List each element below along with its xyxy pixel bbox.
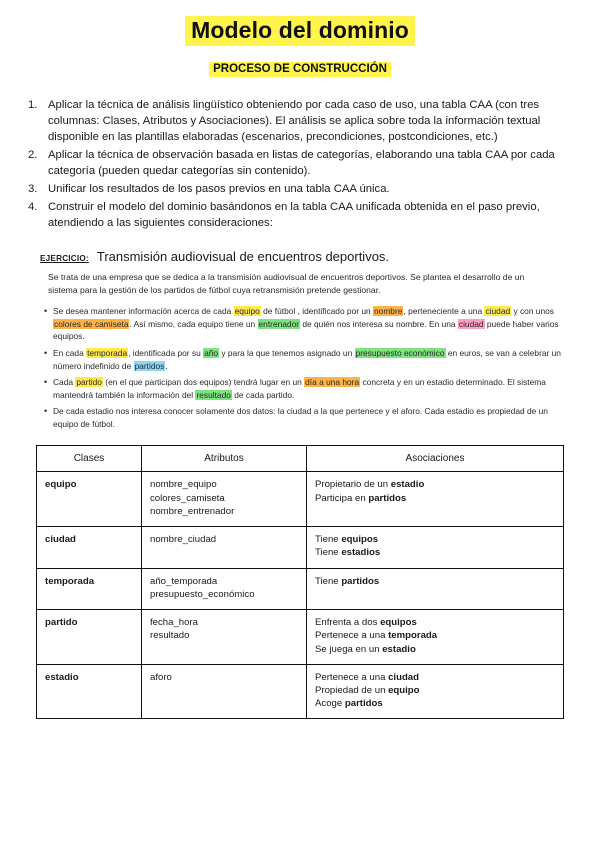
table-header-row xyxy=(37,445,564,472)
column-header-atributos: Atributos xyxy=(142,445,307,472)
cell-atributos xyxy=(142,472,307,527)
step-text: Aplicar la técnica de análisis lingüístico obteniendo por cada caso de uso, una tabla CAA (con tres columnas: Clases, Atributos y Asociaciones). El análisis se aplica sobre toda la información textual disponible en las plantillas elaboradas (escenarios, precondiciones, postcondiciones, etc.) xyxy=(48,99,541,144)
steps-list xyxy=(28,97,572,231)
plain-text: de cada partido. xyxy=(231,389,295,400)
cell-asociaciones xyxy=(307,664,564,719)
exercise-title: Transmisión audiovisual de encuentros deportivos. xyxy=(96,249,390,265)
plain-text: puede haber varios equipos. xyxy=(53,318,559,342)
list-item xyxy=(28,147,572,179)
attribute-item: colores_camiseta xyxy=(150,492,225,504)
bullet-text xyxy=(53,376,562,401)
step-number: 1. xyxy=(28,99,38,111)
attribute-item: presupuesto_económico xyxy=(150,588,255,600)
bullet-dot-icon: • xyxy=(44,406,48,417)
association-target: temporada xyxy=(388,630,438,642)
highlighted-term: resultado xyxy=(196,389,231,400)
plain-text: y para la que tenemos asignado un xyxy=(219,347,355,358)
plain-text: de quién nos interesa su nombre. En una xyxy=(300,318,458,329)
cell-clase: partido xyxy=(37,610,142,665)
table-row xyxy=(37,472,564,527)
list-item xyxy=(28,199,572,231)
cell-asociaciones xyxy=(307,610,564,665)
highlighted-term: entrenador xyxy=(258,318,300,329)
bullet-dot-icon: • xyxy=(44,347,48,358)
association-item xyxy=(315,478,555,491)
highlighted-term: partidos xyxy=(134,360,165,371)
association-target: estadio xyxy=(382,643,416,655)
cell-atributos xyxy=(142,664,307,719)
bullet-text xyxy=(53,347,562,372)
table-head xyxy=(37,445,564,472)
exercise-label: EJERCICIO: xyxy=(40,254,89,264)
cell-asociaciones xyxy=(307,568,564,609)
highlighted-term: nombre xyxy=(374,306,403,317)
association-target: estadios xyxy=(341,547,381,559)
table-row xyxy=(37,664,564,719)
table-row xyxy=(37,527,564,568)
highlighted-term: presupuesto económico xyxy=(355,347,445,358)
highlighted-term: partido xyxy=(76,377,102,388)
bullet-text xyxy=(53,405,562,430)
association-text: Propietario de un xyxy=(315,479,391,491)
step-text: Aplicar la técnica de observación basada en listas de categorías, elaborando una tabla CAA por cada categoría (pueden quedar categorías sin contenido). xyxy=(48,149,555,178)
highlighted-term: equipo xyxy=(234,306,260,317)
step-number: 2. xyxy=(28,149,38,162)
association-target: estadio xyxy=(390,479,425,491)
step-text: Construir el modelo del dominio basándonos en la tabla CAA unificada obtenida en el paso previo, atendiendo a las siguientes consideraciones: xyxy=(48,201,540,230)
cell-clase: temporada xyxy=(37,568,142,609)
highlighted-term: temporada xyxy=(87,347,128,358)
table-body xyxy=(37,472,564,719)
association-text: Propiedad de un xyxy=(315,685,389,697)
association-text: Tiene xyxy=(315,575,342,587)
highlighted-term: año xyxy=(204,347,219,358)
cell-atributos xyxy=(142,527,307,568)
plain-text: . Así mismo, cada equipo tiene un xyxy=(129,318,258,329)
cell-atributos xyxy=(142,568,307,609)
association-text: Tiene xyxy=(315,534,342,546)
association-text: Pertenece a una xyxy=(315,630,389,642)
bullet-dot-icon: • xyxy=(44,306,48,317)
association-item xyxy=(315,697,555,710)
association-target: equipo xyxy=(388,685,420,697)
step-number: 4. xyxy=(28,201,38,214)
association-item xyxy=(315,671,555,684)
plain-text: Se desea mantener información acerca de cada xyxy=(53,306,234,317)
list-item xyxy=(44,405,562,430)
plain-text: concreta y en un estadio determinado. El sistema mantendrá también la información del xyxy=(53,377,546,400)
highlighted-term: día a una hora xyxy=(305,377,360,388)
cell-asociaciones xyxy=(307,527,564,568)
caa-table xyxy=(36,445,564,720)
table-row xyxy=(37,568,564,609)
exercise-heading xyxy=(40,249,600,264)
plain-text: , identificada por su xyxy=(128,347,204,358)
highlighted-term: colores de camiseta xyxy=(54,318,129,329)
list-item xyxy=(44,305,562,343)
plain-text: Cada xyxy=(53,377,76,388)
requirements-bullet-list xyxy=(44,305,562,430)
plain-text: y con unos xyxy=(511,306,554,317)
cell-clase: estadio xyxy=(37,664,142,719)
list-item xyxy=(44,376,562,401)
column-header-clases: Clases xyxy=(37,445,142,472)
association-target: partidos xyxy=(368,492,407,504)
association-item xyxy=(315,629,555,642)
bullet-dot-icon: • xyxy=(44,377,48,388)
bullet-text xyxy=(53,305,562,343)
plain-text: (en el que participan dos equipos) tendrá lugar en un xyxy=(102,377,305,388)
association-target: equipos xyxy=(341,534,379,546)
attribute-item: resultado xyxy=(150,630,190,642)
cell-clase: equipo xyxy=(37,472,142,527)
attribute-item: nombre_ciudad xyxy=(150,534,217,546)
plain-text: En cada xyxy=(53,347,87,358)
cell-asociaciones xyxy=(307,472,564,527)
plain-text: De cada estadio nos interesa conocer solamente dos datos: la ciudad a la que pertenece y el aforo. Cada estadio es propiedad de un equipo de fútbol. xyxy=(53,406,548,430)
association-target: partidos xyxy=(344,698,383,710)
attribute-item: nombre_equipo xyxy=(150,479,217,491)
association-item xyxy=(315,643,555,656)
step-text: Unificar los resultados de los pasos previos en una tabla CAA única. xyxy=(48,183,390,196)
attribute-item: aforo xyxy=(150,671,172,683)
cell-atributos xyxy=(142,610,307,665)
association-text: Pertenece a una xyxy=(315,671,389,683)
association-text: Enfrenta a dos xyxy=(315,617,381,629)
plain-text: , perteneciente a una xyxy=(403,306,485,317)
association-target: partidos xyxy=(341,575,380,587)
association-text: Acoge xyxy=(315,698,345,710)
plain-text: en euros, se van a celebrar un número indefinido de xyxy=(53,347,561,371)
association-item xyxy=(315,546,555,559)
attribute-item: año_temporada xyxy=(150,575,218,587)
page-title: Modelo del dominio xyxy=(185,16,415,46)
highlighted-term: ciudad xyxy=(485,306,511,317)
page-subtitle: PROCESO DE CONSTRUCCIÓN xyxy=(209,62,391,77)
attribute-item: fecha_hora xyxy=(150,617,199,629)
list-item xyxy=(28,181,572,197)
plain-text: . xyxy=(165,360,168,371)
page-title-container xyxy=(0,16,600,46)
step-number: 3. xyxy=(28,183,38,196)
association-text: Participa en xyxy=(315,492,369,504)
association-item xyxy=(315,684,555,697)
list-item xyxy=(28,97,572,145)
association-item xyxy=(315,533,555,546)
document-page xyxy=(0,16,600,864)
column-header-asociaciones: Asociaciones xyxy=(307,445,564,472)
highlighted-term: ciudad xyxy=(458,318,484,329)
association-item xyxy=(315,575,555,588)
association-target: ciudad xyxy=(388,671,419,683)
association-item xyxy=(315,616,555,629)
exercise-intro: Se trata de una empresa que se dedica a la transmisión audiovisual de encuentros deportivos. Se plantea el desarrollo de un sistema para la gestión de los partidos de fútbol cuya retransmisión pretende gestionar. xyxy=(48,272,525,295)
association-text: Tiene xyxy=(315,547,342,559)
association-item xyxy=(315,492,555,505)
page-subtitle-container xyxy=(0,59,600,77)
plain-text: de fútbol , identificado por un xyxy=(260,306,374,317)
table-row xyxy=(37,610,564,665)
association-text: Se juega en un xyxy=(315,643,383,655)
attribute-item: nombre_entrenador xyxy=(150,505,235,517)
cell-clase: ciudad xyxy=(37,527,142,568)
list-item xyxy=(44,347,562,372)
association-target: equipos xyxy=(380,617,417,629)
